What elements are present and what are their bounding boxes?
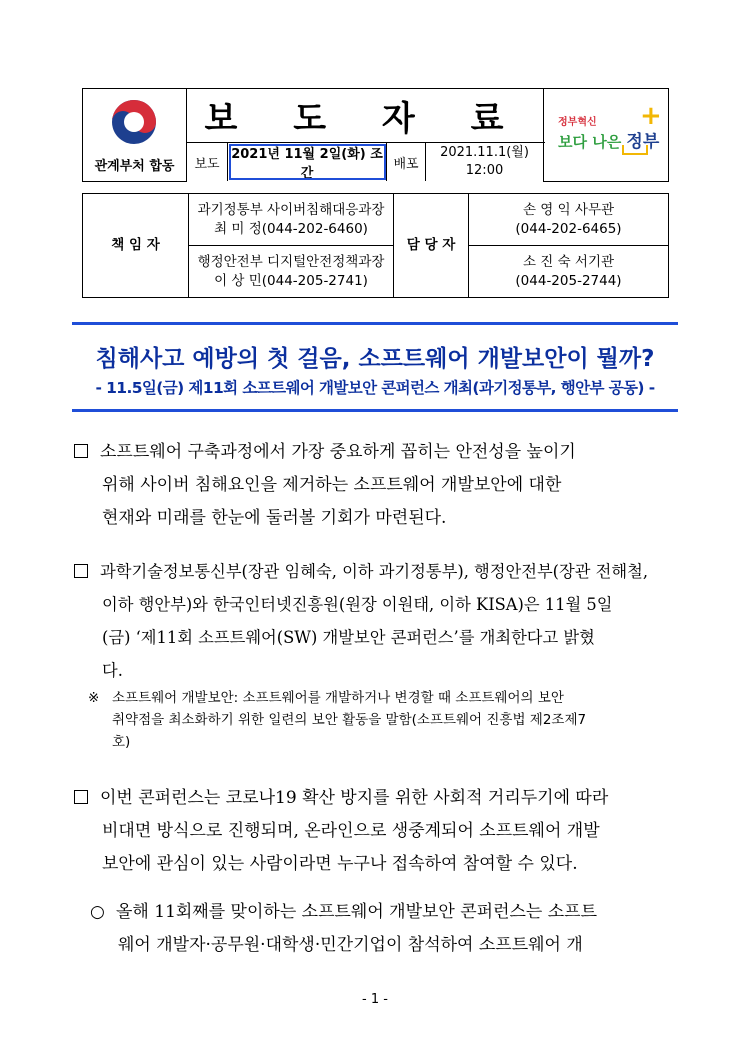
staff-label: 담 당 자 [394,194,469,298]
note-mark: ※ [88,690,100,706]
distribute-label: 배포 [387,143,426,181]
logo-cell [544,89,669,182]
responsible-2: 행정안전부 디지털안전정책과장 이 상 민(044-205-2741) [189,246,394,298]
square-bullet-icon [74,564,88,578]
page-number: - 1 - [362,992,388,1007]
release-date: 2021년 11월 2일(화) 조간 [228,143,387,181]
responsible-1: 과기정통부 사이버침해대응과장 최 미 정(044-202-6460) [189,194,394,246]
gov-innovation-logo: 정부혁신 보다 나은 정부 + [544,89,668,181]
contact-table [82,193,669,298]
square-bullet-icon [74,790,88,804]
definition-note: ※ 소프트웨어 개발보안: 소프트웨어를 개발하거나 변경할 때 소프트웨어의 보안 취약점을 최소화하기 위한 일련의 보안 활동을 말함(소프트웨어 진흥법 제2조제7 호) [88,687,688,753]
distribute-date: 2021.11.1(월) 12:00 [440,145,529,179]
org-cell [83,89,187,182]
circle-bullet-icon: ○ [90,902,105,922]
headline-top-rule [72,322,678,325]
staff-2: 소 진 숙 서기관 (044-205-2744) [469,246,669,298]
paragraph-4: ○ 올해 11회째를 맞이하는 소프트웨어 개발보안 콘퍼런스는 소프트 웨어 개발자·공무원·대학생·민간기업이 참석하여 소프트웨어 개 [90,896,690,962]
press-header-table [82,88,669,182]
plus-icon: + [640,101,662,131]
paragraph-1: 소프트웨어 구축과정에서 가장 중요하게 꼽히는 안전성을 높이기 위해 사이버 침해요인을 제거하는 소프트웨어 개발보안에 대한 현재와 미래를 한눈에 둘러볼 기회가 마련된다. [74,436,684,535]
org-label: 관계부처 합동 [94,159,175,174]
release-label: 보도 [187,143,228,181]
paragraph-2: 과학기술정보통신부(장관 임혜숙, 이하 과기정통부), 행정안전부(장관 전해철, 이하 행안부)와 한국인터넷진흥원(원장 이원태, 이하 KISA)은 11월 5일 (금) ‘제11회 소프트웨어(SW) 개발보안 콘퍼런스’를 개최한다고 밝혔 다. [74,555,684,687]
responsible-label: 책 임 자 [83,194,189,298]
square-bullet-icon [74,444,88,458]
bracket-icon [622,145,648,155]
headline-bottom-rule [72,409,678,412]
page-title: 보 도 자 료 [187,89,544,143]
paragraph-3: 이번 콘퍼런스는 코로나19 확산 방지를 위한 사회적 거리두기에 따라 비대면 방식으로 진행되며, 온라인으로 생중계되어 소프트웨어 개발 보안에 관심이 있는 사람이라면 누구나 접속하여 참여할 수 있다. [74,782,684,881]
staff-1: 손 영 익 사무관 (044-202-6465) [469,194,669,246]
headline-subtitle: - 11.5일(금) 제11회 소프트웨어 개발보안 콘퍼런스 개최(과기정통부, 행안부 공동) - [95,379,655,397]
government-emblem-icon [111,99,157,145]
headline-title: 침해사고 예방의 첫 걸음, 소프트웨어 개발보안이 뭘까? [95,346,655,372]
